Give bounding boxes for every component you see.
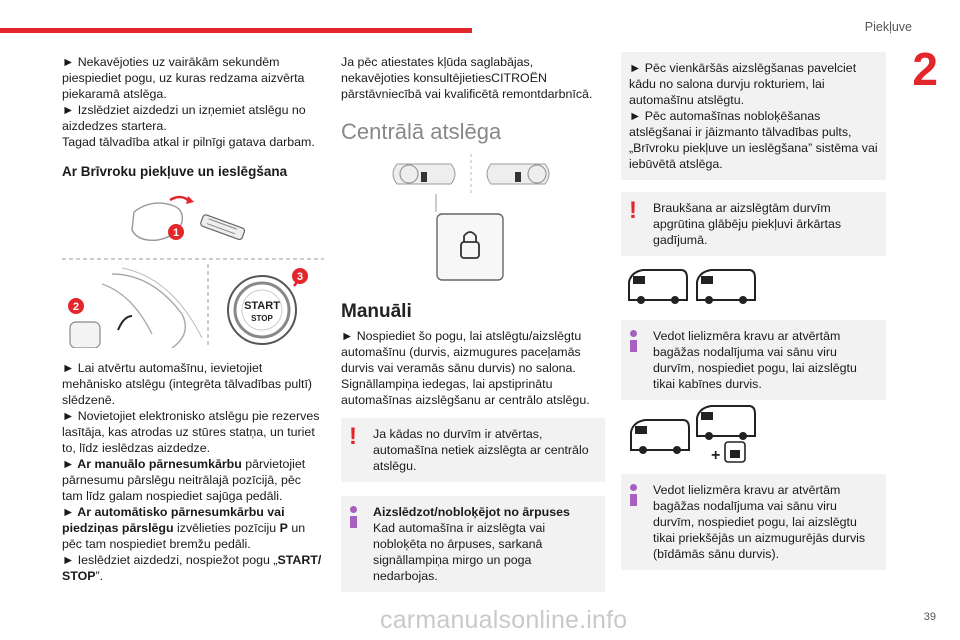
paragraph: ► Nekavējoties uz vairākām sekundēm piespiediet pogu, uz kuras redzama aizvērta piekaramā atslēga.: [62, 55, 305, 101]
info-text: Kad automašīna ir aizslēgta vai nobloķēta no ārpuses, sarkanā signāllampiņa mirgo un poga nedarbojas.: [373, 521, 546, 583]
column-1: [62, 54, 324, 584]
key-fob-icon: [70, 322, 100, 348]
info-title: Aizslēdzot/nobloķējot no ārpuses: [373, 505, 570, 519]
warning-text: Braukšana ar aizslēgtām durvīm apgrūtina glābēju piekļuvi ārkārtas gadījumā.: [653, 201, 842, 247]
paragraph: ► Novietojiet elektronisko atslēgu pie rezerves lasītāja, kas atrodas uz stūres statņa, un turiet to, līdz ieslēdzas aizdedze.: [62, 409, 320, 455]
key-icon: [200, 214, 245, 240]
van-cabin-illustration: [621, 256, 886, 312]
column-3: [621, 52, 886, 570]
paragraph: ► Izslēdziet aizdedzi un izņemiet atslēgu no aizdedzes startera.: [62, 103, 306, 133]
paragraph: ► Lai atvērtu automašīnu, ievietojiet mehānisko atslēgu (integrēta tālvadības pultī) slēdzenē.: [62, 361, 313, 407]
paragraph: ► Pēc vienkāršās aizslēgšanas pavelciet kādu no salona durvju rokturiem, lai automašīnu atslēgtu.: [629, 61, 857, 107]
van-rear-illustration: [621, 400, 886, 466]
text: un pēc tam nospiediet bremžu pedāli.: [62, 521, 306, 551]
key-insert-illustration: [62, 192, 324, 254]
text: ► Ieslēdziet aizdedzi, nospiežot pogu „: [62, 553, 278, 567]
callout-number: 1: [172, 227, 180, 239]
info-box: [341, 496, 605, 592]
warning-icon: !: [629, 197, 637, 224]
warning-box: [621, 192, 886, 256]
section-title: Piekļuve: [864, 20, 912, 34]
paragraph: [62, 456, 324, 504]
paragraph: [62, 504, 324, 552]
callout-number: 2: [72, 301, 80, 313]
bold-text: P: [279, 521, 288, 535]
bold-text: ► Ar manuālo pārnesumkārbu: [62, 457, 242, 471]
stop-label: STOP: [251, 314, 273, 323]
info-icon: [350, 506, 357, 527]
paragraph: ► Nospiediet šo pogu, lai atslēgtu/aizslēgtu automašīnu (durvis, aizmugures paceļamās durvis vai veramās sānu durvis) no salona.: [341, 329, 582, 375]
info-icon: [630, 484, 637, 505]
info-box: [621, 474, 886, 570]
note-box: [621, 52, 886, 180]
info-icon: [630, 330, 637, 351]
info-text: Vedot lielizmēra kravu ar atvērtām bagāžas nodalījuma vai sānu viru durvīm, nospiediet pogu, lai aizslēgtu tikai kabīnes durvis.: [653, 329, 857, 391]
warning-text: Ja kādas no durvīm ir atvērtas, automašīna netiek aizslēgta ar centrālo atslēgu.: [373, 427, 589, 473]
column-2: [341, 54, 605, 592]
plus-sign: +: [711, 447, 721, 464]
callout-number: 3: [296, 271, 304, 283]
van-icon: [631, 420, 689, 454]
section-heading: Centrālā atslēga: [341, 119, 502, 144]
van-icon: [697, 270, 755, 304]
info-box: [621, 320, 886, 400]
paragraph: ► Pēc automašīnas nobloķēšanas atslēgšanai ir jāizmanto tālvadības pults, „Brīvroku piekļuve un ieslēgšana” sistēma vai iebūvētā atslēga.: [629, 109, 878, 171]
watermark: carmanualsonline.info: [380, 606, 628, 634]
lock-button-icon: [437, 214, 503, 280]
text: ”.: [95, 569, 104, 583]
start-label: START: [244, 300, 280, 312]
page-number: 39: [923, 611, 936, 623]
paragraph: Tagad tālvadība atkal ir pilnīgi gatava darbam.: [62, 135, 315, 149]
warning-icon: !: [349, 423, 357, 450]
text: izvēlieties pozīciju: [173, 521, 280, 535]
arrow-head-icon: [186, 196, 194, 204]
dashed-divider: [62, 254, 324, 264]
paragraph: Signāllampiņa iedegas, lai apstiprinātu automašīnas aizslēgšanu ar centrālo atslēgu.: [341, 377, 590, 407]
central-lock-illustration: [341, 150, 605, 290]
warning-box: [341, 418, 605, 482]
van-icon: [697, 406, 755, 440]
top-accent-bar: [0, 28, 472, 33]
bold-text: START/ STOP: [62, 553, 322, 583]
paragraph: Ja pēc atiestates kļūda saglabājas, nekavējoties konsultējietiesCITROËN pārstāvniecībā vai kvalificētā remontdarbnīcā.: [341, 55, 593, 101]
paragraph: [62, 552, 324, 584]
van-icon: [629, 270, 687, 304]
arrow-icon: [170, 197, 188, 200]
info-text: Vedot lielizmēra kravu ar atvērtām bagāžas nodalījuma vai sānu viru durvīm, nospiediet pogu, lai aizslēgtu tikai priekšējās un aizmugurējās durvis (bīdāmās sānu durvis).: [653, 483, 866, 561]
bold-text: ► Ar automātisko pārnesumkārbu vai piedziņas pārslēgu: [62, 505, 285, 535]
subsection-heading: Manuāli: [341, 301, 412, 322]
chapter-number: 2: [912, 43, 938, 95]
start-stop-illustration: [62, 264, 324, 348]
text: pārvietojiet pārnesumu pārslēgu neitrālajā pozīcijā, pēc tam līdz galam nospiediet sajūga pedāli.: [62, 457, 306, 503]
subheading: Ar Brīvroku piekļuve un ieslēgšana: [62, 164, 288, 179]
arrow-icon: [118, 316, 132, 330]
